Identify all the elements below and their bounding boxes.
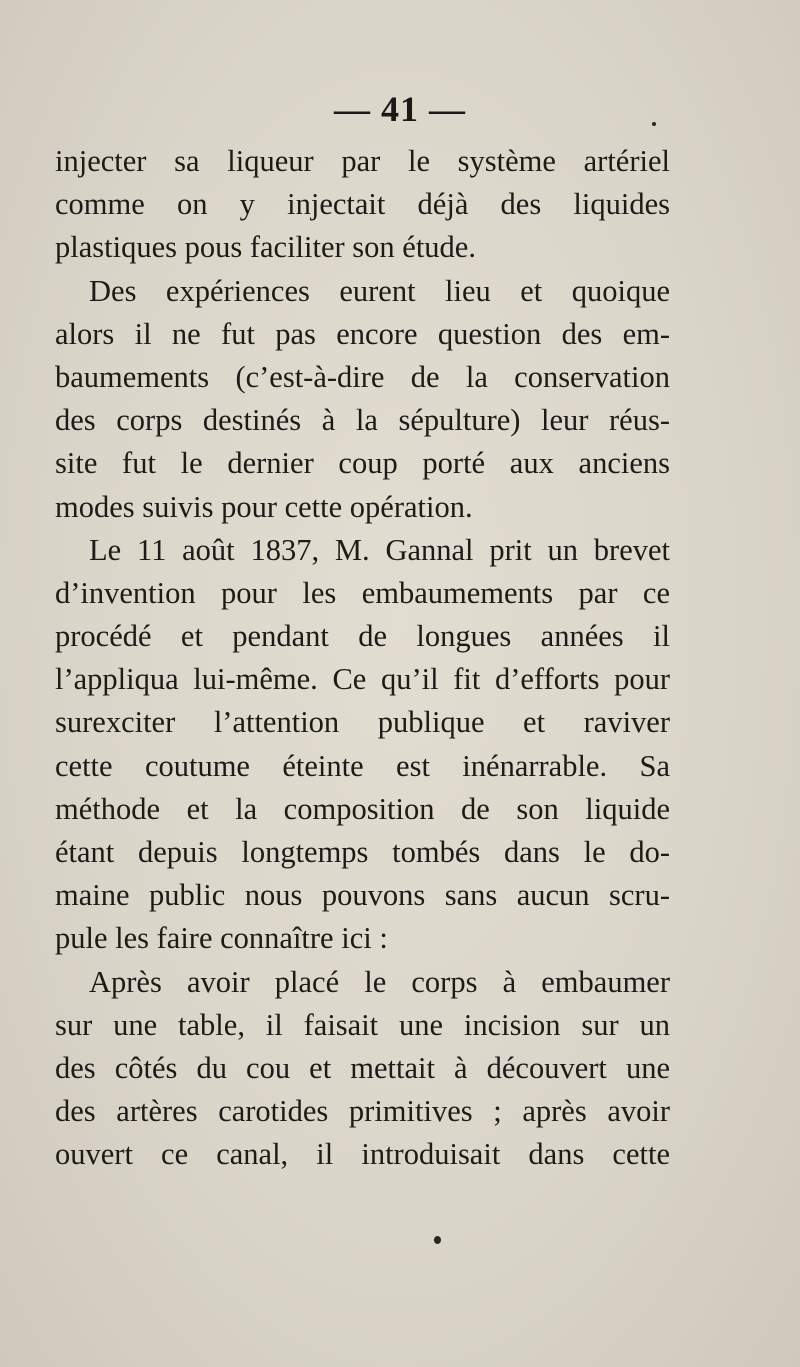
text-line: surexciter l’attention publique et raviver xyxy=(55,705,670,740)
text-line: Après avoir placé le corps à embaumer xyxy=(89,964,670,999)
text-line: ouvert ce canal, il introduisait dans cette xyxy=(55,1137,670,1172)
text-line: méthode et la composition de son liquide xyxy=(55,791,670,826)
text-line: modes suivis pour cette opération. xyxy=(55,489,473,524)
paper-speck xyxy=(434,1236,441,1244)
text-line: plastiques pous faciliter son étude. xyxy=(55,230,476,265)
text-line: baumements (c’est-à-dire de la conservation xyxy=(55,359,670,394)
text-line: des côtés du cou et mettait à découvert une xyxy=(55,1050,670,1085)
text-line: sur une table, il faisait une incision sur un xyxy=(55,1007,670,1042)
body-text xyxy=(55,140,670,1177)
text-line: Des expériences eurent lieu et quoique xyxy=(89,273,670,308)
text-line: pule les faire connaître ici : xyxy=(55,921,388,956)
paper-speck xyxy=(652,122,656,126)
text-line: injecter sa liqueur par le système artériel xyxy=(55,144,670,178)
text-line: des corps destinés à la sépulture) leur réus- xyxy=(55,403,670,438)
text-line: cette coutume éteinte est inénarrable. Sa xyxy=(55,748,670,783)
page-number: — 41 — xyxy=(334,89,466,129)
text-line: Le 11 août 1837, M. Gannal prit un brevet xyxy=(89,532,670,567)
text-line: alors il ne fut pas encore question des em- xyxy=(55,316,670,351)
text-line: maine public nous pouvons sans aucun scru- xyxy=(55,878,670,913)
text-line: d’invention pour les embaumements par ce xyxy=(55,575,670,610)
text-line: des artères carotides primitives ; après avoir xyxy=(55,1094,670,1129)
text-line: comme on y injectait déjà des liquides xyxy=(55,187,670,222)
text-line: procédé et pendant de longues années il xyxy=(55,619,670,654)
text-line: l’appliqua lui-même. Ce qu’il fit d’efforts pour xyxy=(55,662,670,697)
text-line: étant depuis longtemps tombés dans le do- xyxy=(55,835,670,869)
text-line: site fut le dernier coup porté aux anciens xyxy=(55,446,670,481)
